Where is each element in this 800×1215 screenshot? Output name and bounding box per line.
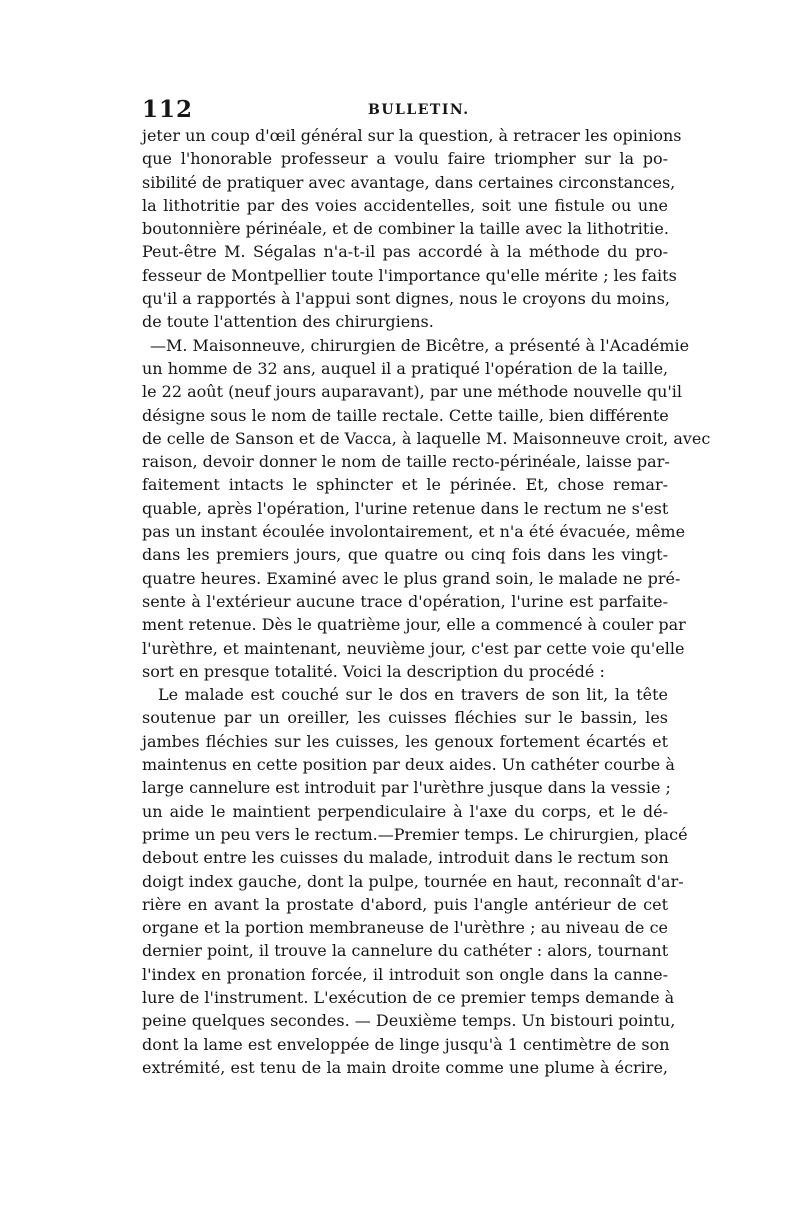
text-line: faitement intacts le sphincter et le périnée. Et, chose remar- [142, 475, 668, 495]
text-line: dernier point, il trouve la cannelure du cathéter : alors, tournant [142, 941, 669, 961]
text-line: raison, devoir donner le nom de taille recto-périnéale, laisse par- [142, 452, 670, 472]
text-line: sente à l'extérieur aucune trace d'opération, l'urine est parfaite- [142, 591, 668, 611]
text-line: un homme de 32 ans, auquel il a pratiqué l'opération de la taille, [142, 358, 669, 378]
text-line: —M. Maisonneuve, chirurgien de Bicêtre, a présenté à l'Académie [150, 335, 690, 355]
text-line: la lithotritie par des voies accidentelles, soit une fistule ou une [142, 195, 668, 215]
text-line: de celle de Sanson et de Vacca, à laquelle M. Maisonneuve croit, avec [142, 428, 711, 448]
text-line: soutenue par un oreiller, les cuisses fléchies sur le bassin, les [142, 708, 668, 728]
text-line: dont la lame est enveloppée de linge jusqu'à 1 centimètre de son [142, 1034, 670, 1054]
text-line: l'urèthre, et maintenant, neuvième jour, c'est par cette voie qu'elle [142, 638, 685, 658]
text-line: jeter un coup d'œil général sur la question, à retracer les opinions [142, 126, 682, 145]
text-line: le 22 août (neuf jours auparavant), par une méthode nouvelle qu'il [142, 382, 683, 402]
text-line: organe et la portion membraneuse de l'urèthre ; au niveau de ce [142, 918, 668, 938]
text-line: Le malade est couché sur le dos en travers de son lit, la tête [158, 685, 668, 705]
text-line: Peut-être M. Ségalas n'a-t-il pas accordé à la méthode du pro- [142, 242, 668, 262]
text-line: peine quelques secondes. — Deuxième temps. Un bistouri pointu, [142, 1011, 676, 1031]
page-number: 112 [142, 96, 194, 123]
text-line: que l'honorable professeur a voulu faire triompher sur la po- [142, 149, 668, 169]
text-line: désigne sous le nom de taille rectale. Cette taille, bien différente [142, 405, 669, 425]
text-line: sibilité de pratiquer avec avantage, dans certaines circonstances, [142, 172, 676, 192]
text-line: doigt index gauche, dont la pulpe, tournée en haut, reconnaît d'ar- [142, 871, 684, 891]
text-line: sort en presque totalité. Voici la description du procédé : [142, 661, 605, 681]
text-line: jambes fléchies sur les cuisses, les genoux fortement écartés et [142, 731, 668, 751]
text-line: un aide le maintient perpendiculaire à l'axe du corps, et le dé- [142, 801, 668, 821]
text-line: quatre heures. Examiné avec le plus grand soin, le malade ne pré- [142, 568, 681, 588]
text-line: quable, après l'opération, l'urine retenue dans le rectum ne s'est [142, 498, 669, 518]
text-line: de toute l'attention des chirurgiens. [142, 312, 434, 332]
text-line: rière en avant la prostate d'abord, puis l'angle antérieur de cet [142, 894, 668, 914]
text-line: large cannelure est introduit par l'urèthre jusque dans la vessie ; [142, 778, 671, 798]
text-line: dans les premiers jours, que quatre ou cinq fois dans les vingt- [142, 545, 668, 565]
page-header [142, 96, 668, 126]
text-line: qu'il a rapportés à l'appui sont dignes, nous le croyons du moins, [142, 289, 671, 309]
body-text [142, 124, 711, 1079]
text-line: maintenus en cette position par deux aides. Un cathéter courbe à [142, 755, 675, 775]
text-line: ment retenue. Dès le quatrième jour, elle a commencé à couler par [142, 615, 686, 635]
text-line: fesseur de Montpellier toute l'importance qu'elle mérite ; les faits [142, 265, 677, 285]
text-line: prime un peu vers le rectum.—Premier temps. Le chirurgien, placé [142, 824, 688, 844]
running-head: BULLETIN. [368, 102, 470, 118]
text-line: boutonnière périnéale, et de combiner la taille avec la lithotritie. [142, 219, 669, 239]
text-line: pas un instant écoulée involontairement, et n'a été évacuée, même [142, 522, 686, 542]
text-line: extrémité, est tenu de la main droite comme une plume à écrire, [142, 1057, 668, 1077]
text-line: lure de l'instrument. L'exécution de ce premier temps demande à [142, 987, 675, 1007]
text-line: l'index en pronation forcée, il introduit son ongle dans la canne- [142, 964, 668, 984]
text-line: debout entre les cuisses du malade, introduit dans le rectum son [142, 848, 669, 868]
